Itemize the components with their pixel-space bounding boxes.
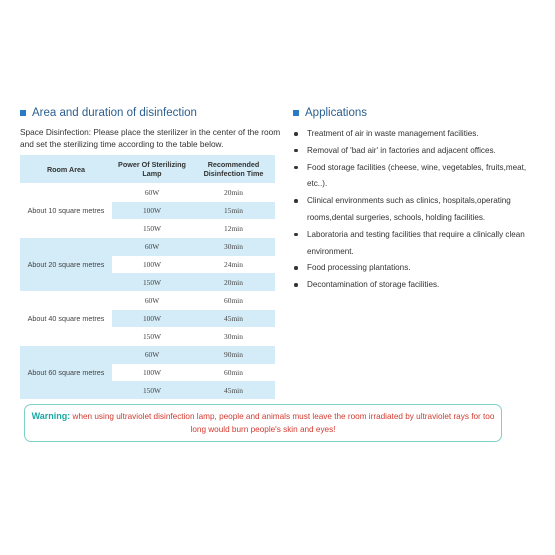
list-item: Food processing plantations.: [293, 260, 538, 277]
applications-list: [293, 126, 538, 294]
room-area-cell: About 10 square metres: [27, 206, 105, 215]
square-bullet-icon: [293, 110, 299, 116]
table-row-group: [20, 346, 275, 400]
room-area-cell: About 20 square metres: [27, 260, 105, 269]
lamp-power-cell: 100W: [142, 206, 162, 215]
table-row: [112, 310, 275, 328]
lamp-power-cell: 150W: [142, 223, 162, 233]
list-item: Treatment of air in waste management facilities.: [293, 126, 538, 143]
header-lamp-power: Power Of Sterilizing Lamp: [118, 160, 186, 178]
warning-box: [24, 404, 502, 442]
space-disinfection-intro: Space Disinfection: Please place the sterilizer in the center of the room and set the sterilizing time according to the table below.: [20, 127, 281, 149]
disinfection-time-cell: 60min: [224, 368, 243, 377]
list-item: Decontamination of storage facilities.: [293, 277, 538, 294]
warning-label: Warning:: [31, 411, 71, 421]
list-item: Removal of 'bad air' in factories and adjacent offices.: [293, 143, 538, 160]
table-row: [112, 273, 275, 291]
lamp-power-cell: 150W: [142, 277, 162, 287]
table-header: [20, 155, 275, 184]
lamp-power-cell: 100W: [142, 314, 162, 323]
table-row: [112, 219, 275, 237]
table-row: [112, 381, 275, 399]
table-row-group: [20, 238, 275, 292]
table-row: [112, 256, 275, 274]
square-bullet-icon: [20, 110, 26, 116]
lamp-power-cell: 60W: [144, 350, 160, 360]
room-area-cell: About 60 square metres: [27, 368, 105, 377]
disinfection-time-cell: 24min: [224, 260, 243, 269]
lamp-power-cell: 150W: [142, 385, 162, 395]
disinfection-time-cell: 60min: [224, 296, 243, 306]
list-item: Food storage facilities (cheese, wine, vegetables, fruits,meat, etc..).: [293, 160, 538, 194]
disinfection-time-cell: 90min: [224, 350, 243, 360]
table-row-group: [20, 184, 275, 238]
disinfection-time-cell: 30min: [224, 331, 243, 341]
header-room-area: Room Area: [46, 164, 86, 174]
disinfection-time-cell: 45min: [224, 385, 243, 395]
lamp-power-cell: 100W: [142, 368, 162, 377]
lamp-power-cell: 150W: [142, 331, 162, 341]
disinfection-time-cell: 30min: [224, 242, 243, 252]
table-row: [112, 238, 275, 256]
disinfection-section-title: [20, 107, 197, 119]
table-row: [112, 184, 275, 202]
table-row: [112, 202, 275, 220]
disinfection-table: [20, 155, 275, 400]
disinfection-title-text: Area and duration of disinfection: [32, 107, 197, 119]
lamp-power-cell: 60W: [144, 242, 160, 252]
disinfection-time-cell: 12min: [224, 223, 243, 233]
list-item: Clinical environments such as clinics, hospitals,operating rooms,dental surgeries, schools, holding facilities.: [293, 193, 538, 227]
lamp-power-cell: 100W: [142, 260, 162, 269]
table-row: [112, 327, 275, 345]
lamp-power-cell: 60W: [144, 296, 160, 306]
disinfection-time-cell: 20min: [224, 277, 243, 287]
disinfection-time-cell: 45min: [224, 314, 243, 323]
table-row-group: [20, 292, 275, 346]
list-item: Laboratoria and testing facilities that require a clinically clean environment.: [293, 227, 538, 261]
table-row: [112, 364, 275, 382]
room-area-cell: About 40 square metres: [27, 314, 105, 323]
table-row: [112, 346, 275, 364]
disinfection-time-cell: 15min: [224, 206, 243, 215]
table-row: [112, 292, 275, 310]
warning-text: when using ultraviolet disinfection lamp, people and animals must leave the room irradiated by ultraviolet rays for too long would burn people's skin and eyes!: [72, 412, 495, 434]
header-disinfection-time: Recommended Disinfection Time: [203, 160, 264, 178]
lamp-power-cell: 60W: [144, 188, 160, 198]
applications-section-title: [293, 107, 367, 119]
disinfection-time-cell: 20min: [224, 188, 243, 198]
applications-title-text: Applications: [305, 107, 368, 119]
